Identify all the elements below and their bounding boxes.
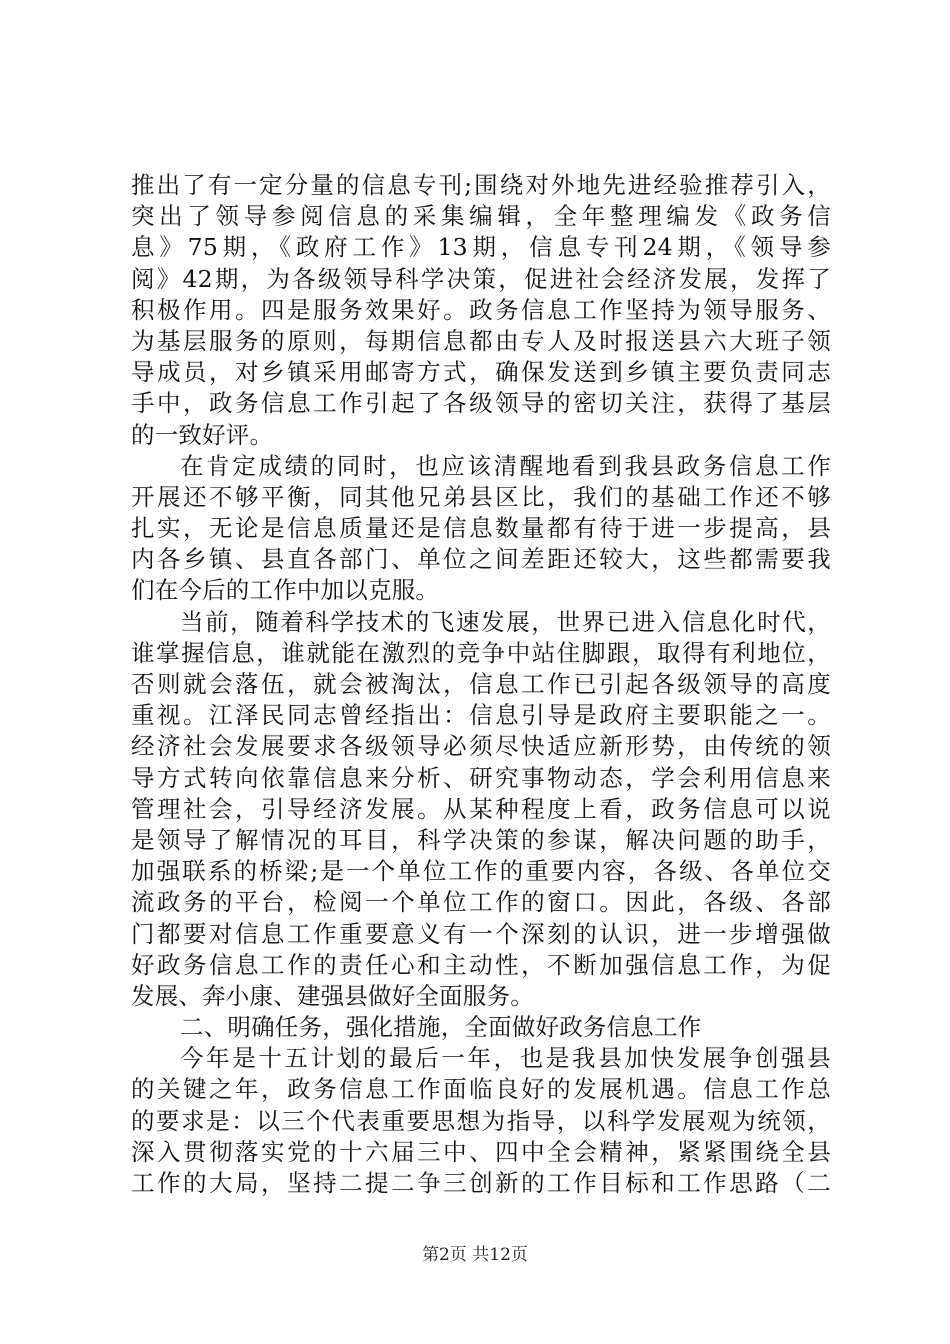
text-line: 开展还不够平衡，同其他兄弟县区比，我们的基础工作还不够 [131,482,831,511]
text-line: 导成员，对乡镇采用邮寄方式，确保发送到乡镇主要负责同志 [131,358,831,387]
paragraph-first-line: 在肯定成绩的同时，也应该清醒地看到我县政务信息工作 [180,451,831,480]
section-heading: 二、明确任务，强化措施，全面做好政务信息工作 [180,1013,702,1042]
text-line: 扎实，无论是信息质量还是信息数量都有待于进一步提高，县 [131,514,831,543]
text-line: 重视。江泽民同志曾经指出：信息引导是政府主要职能之一。 [131,701,831,730]
text-line: 息》75期，《政府工作》13期，信息专刊24期，《领导参 [131,233,831,262]
text-line: 为基层服务的原则，每期信息都由专人及时报送县六大班子领 [131,326,831,355]
text-line: 发展、奔小康、建强县做好全面服务。 [131,981,534,1010]
paragraph-first-line: 今年是十五计划的最后一年，也是我县加快发展争创强县 [180,1044,831,1073]
text-line: 谁掌握信息，谁就能在激烈的竞争中站住脚跟，取得有利地位， [131,638,831,667]
text-line: 的关键之年，政务信息工作面临良好的发展机遇。信息工作总 [131,1075,831,1104]
text-line: 管理社会，引导经济发展。从某种程度上看，政务信息可以说 [131,794,831,823]
text-line: 积极作用。四是服务效果好。政务信息工作坚持为领导服务、 [131,295,831,324]
text-line: 们在今后的工作中加以克服。 [131,576,440,605]
text-line: 的一致好评。 [131,420,274,449]
text-line: 好政务信息工作的责任心和主动性，不断加强信息工作，为促 [131,950,831,979]
text-line: 加强联系的桥梁;是一个单位工作的重要内容，各级、各单位交 [131,857,831,886]
text-line: 深入贯彻落实党的十六届三中、四中全会精神，紧紧围绕全县 [131,1137,831,1166]
text-line: 流政务的平台，检阅一个单位工作的窗口。因此，各级、各部 [131,888,831,917]
text-line: 工作的大局，坚持二提二争三创新的工作目标和工作思路（二 [131,1169,831,1197]
text-line: 阅》42期，为各级领导科学决策，促进社会经济发展，发挥了 [131,264,831,293]
text-line: 经济社会发展要求各级领导必须尽快适应新形势，由传统的领 [131,732,831,761]
text-line: 的要求是：以三个代表重要思想为指导，以科学发展观为统领， [131,1106,831,1135]
text-line: 否则就会落伍，就会被淘汰，信息工作已引起各级领导的高度 [131,670,831,698]
text-line: 推出了有一定分量的信息专刊;围绕对外地先进经验推荐引入， [131,171,831,199]
text-line: 是领导了解情况的耳目，科学决策的参谋，解决问题的助手， [131,825,831,854]
text-line: 内各乡镇、县直各部门、单位之间差距还较大，这些都需要我 [131,545,831,574]
text-line: 导方式转向依靠信息来分析、研究事物动态，学会利用信息来 [131,763,831,792]
text-line: 突出了领导参阅信息的采集编辑，全年整理编发《政务信 [131,202,831,231]
paragraph-first-line: 当前，随着科学技术的飞速发展，世界已进入信息化时代， [180,607,831,636]
document-body [131,170,831,1199]
text-line: 手中，政务信息工作引起了各级领导的密切关注，获得了基层 [131,389,831,418]
page-number: 第2页 共12页 [422,1245,528,1265]
text-line: 门都要对信息工作重要意义有一个深刻的认识，进一步增强做 [131,919,831,948]
